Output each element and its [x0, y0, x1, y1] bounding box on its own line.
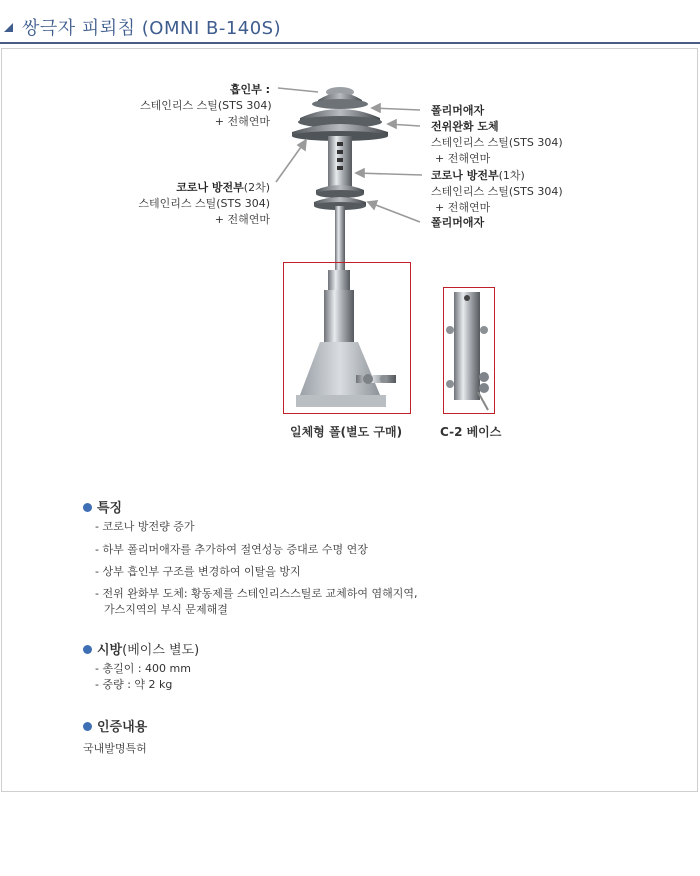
label-corona-primary-finish: + 전해연마: [435, 201, 491, 214]
label-intake: [140, 82, 270, 130]
label-ground-conductor-material: 스테인리스 스틸(STS 304): [431, 136, 563, 149]
caption-c2-base: C-2 베이스: [440, 425, 502, 439]
label-ground-conductor-head: 전위완화 도체: [431, 120, 499, 133]
cert-text: 국내발명특허: [83, 742, 147, 755]
label-corona-secondary-material: 스테인리스 스틸(STS 304): [138, 197, 270, 210]
spec-heading: 시방(베이스 별도): [83, 639, 199, 658]
feature-item: - 상부 흡인부 구조를 변경하여 이탈을 방지: [95, 565, 301, 578]
label-corona-secondary: [120, 180, 270, 228]
intake-head: [292, 87, 388, 141]
caption-integrated-pole: 일체형 폴(별도 구매): [290, 425, 403, 439]
feature-item: - 코로나 방전량 증가: [95, 520, 195, 533]
features-heading: 특징: [83, 497, 122, 516]
bullet-icon: [83, 503, 92, 512]
label-intake-head: 흡인부 :: [229, 83, 270, 96]
spec-item-weight: - 중량 : 약 2 kg: [95, 678, 173, 691]
label-corona-primary: [431, 168, 563, 216]
base-highlight-box: [443, 287, 495, 414]
label-intake-finish: + 전해연마: [214, 115, 270, 128]
label-ground-conductor-finish: + 전해연마: [435, 152, 491, 165]
bullet-icon: [83, 645, 92, 654]
label-insulator-bottom: 폴리머애자: [431, 216, 485, 229]
label-corona-secondary-head: 코로나 방전부(2차): [176, 181, 270, 194]
label-corona-secondary-finish: + 전해연마: [214, 213, 270, 226]
label-intake-material: 스테인리스 스틸(STS 304): [140, 99, 272, 112]
page-title: 쌍극자 피뢰침 (OMNI B-140S): [22, 18, 282, 39]
label-corona-primary-head: 코로나 방전부(1차): [431, 169, 525, 182]
feature-item: - 하부 폴리머애자를 추가하여 절연성능 증대로 수명 연장: [95, 543, 368, 556]
feature-item: - 전위 완화부 도체: 황동제를 스테인리스스틸로 교체하여 염해지역,: [95, 587, 418, 600]
pole-highlight-box: [283, 262, 411, 414]
label-insulator-top: 폴리머애자: [431, 104, 485, 117]
label-ground-conductor: [431, 119, 563, 167]
cert-heading: 인증내용: [83, 716, 147, 735]
feature-item-continued: 가스지역의 부식 문제해결: [104, 603, 228, 616]
spec-item-length: - 총길이 : 400 mm: [95, 662, 191, 675]
bullet-icon: [83, 722, 92, 731]
label-corona-primary-material: 스테인리스 스틸(STS 304): [431, 185, 563, 198]
